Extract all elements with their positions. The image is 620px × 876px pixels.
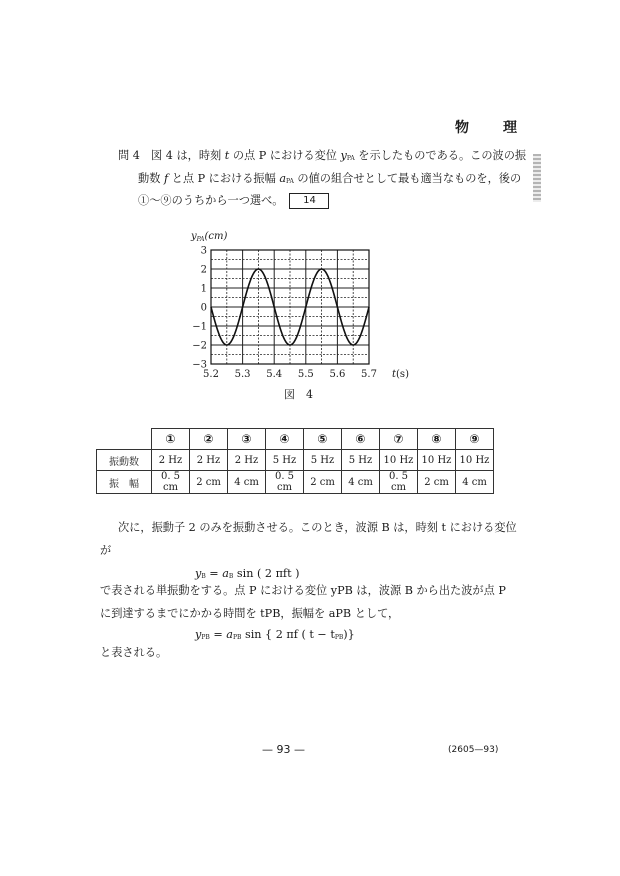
table-row-frequency bbox=[97, 450, 494, 471]
column-header-option-3: ③ bbox=[228, 429, 266, 450]
table-header-row bbox=[97, 429, 494, 450]
table-cell: 4 cm bbox=[456, 471, 494, 494]
table-cell: 4 cm bbox=[228, 471, 266, 494]
table-cell: 10 Hz bbox=[456, 450, 494, 471]
x-tick-label: 5.7 bbox=[361, 369, 377, 380]
eq-text: = bbox=[209, 628, 227, 641]
eq-var: y bbox=[195, 628, 202, 641]
options-table bbox=[96, 428, 494, 494]
eq-text: sin ( 2 πft ) bbox=[233, 567, 300, 580]
x-tick-label: 5.3 bbox=[234, 369, 251, 380]
x-axis-label: t(s) bbox=[392, 369, 409, 380]
table-cell: 2 Hz bbox=[190, 450, 228, 471]
subscript: PB bbox=[232, 634, 242, 641]
chart-ticks bbox=[192, 246, 377, 381]
subscript: B bbox=[228, 573, 234, 580]
eq-text: sin { 2 πf ( t − t bbox=[241, 628, 335, 641]
page-code: (2605—93) bbox=[448, 745, 499, 755]
y-tick-label: 3 bbox=[200, 245, 207, 257]
table-cell: 2 cm bbox=[418, 471, 456, 494]
eq-text: )} bbox=[343, 628, 355, 641]
subscript: PB bbox=[334, 634, 344, 641]
x-tick-label: 5.6 bbox=[329, 369, 346, 380]
paragraph-1: 次に，振動子 2 のみを振動させる。このとき，波源 B は，時刻 t における変位 bbox=[118, 521, 517, 534]
equation-yPB bbox=[195, 627, 355, 645]
table-cell: 10 Hz bbox=[418, 450, 456, 471]
answer-box[interactable]: 14 bbox=[289, 193, 329, 209]
var-a: a bbox=[279, 172, 287, 185]
text: の値の組合せとして最も適当なものを，後の bbox=[293, 172, 522, 185]
y-tick-label: 0 bbox=[200, 302, 207, 314]
var-y: y bbox=[340, 149, 347, 162]
figure-caption: 図 4 bbox=[284, 388, 313, 401]
column-header-option-6: ⑥ bbox=[342, 429, 380, 450]
table-cell: 10 Hz bbox=[380, 450, 418, 471]
table-cell: 2 cm bbox=[190, 471, 228, 494]
question-line-2 bbox=[138, 171, 521, 189]
eq-var: a bbox=[226, 628, 233, 641]
column-header-option-5: ⑤ bbox=[304, 429, 342, 450]
table-cell: 5 Hz bbox=[304, 450, 342, 471]
eq-var: a bbox=[222, 567, 229, 580]
corner-cell bbox=[97, 429, 152, 450]
text: の点 P における変位 bbox=[229, 149, 341, 162]
table-cell: 0. 5 cm bbox=[266, 471, 304, 494]
y-tick-label: 2 bbox=[200, 264, 207, 276]
table-cell: 0. 5 cm bbox=[152, 471, 190, 494]
column-header-option-4: ④ bbox=[266, 429, 304, 450]
side-stamp bbox=[533, 154, 541, 202]
y-tick-label: 1 bbox=[200, 283, 207, 295]
text: ①～⑨のうちから一つ選べ。 bbox=[138, 194, 284, 207]
subscript: PA bbox=[346, 155, 355, 162]
table-cell: 5 Hz bbox=[266, 450, 304, 471]
x-tick-label: 5.2 bbox=[203, 369, 219, 380]
page-number: — 93 — bbox=[262, 743, 305, 756]
paragraph-3: で表される単振動をする。点 P における変位 yPB は，波源 B から出た波が点 P bbox=[100, 584, 506, 597]
column-header-option-1: ① bbox=[152, 429, 190, 450]
column-header-option-8: ⑧ bbox=[418, 429, 456, 450]
text: 問 4 図 4 は，時刻 bbox=[118, 149, 225, 162]
table-cell: 2 Hz bbox=[152, 450, 190, 471]
question-line-3 bbox=[138, 193, 329, 209]
table-row-amplitude bbox=[97, 471, 494, 494]
table-cell: 5 Hz bbox=[342, 450, 380, 471]
table-cell: 4 cm bbox=[342, 471, 380, 494]
table-cell: 0. 5 cm bbox=[380, 471, 418, 494]
y-axis-label: $y_{PA}(cm)$ bbox=[191, 231, 228, 243]
subscript: PA bbox=[286, 178, 294, 185]
y-tick-label: −1 bbox=[192, 321, 207, 333]
y-tick-label: −3 bbox=[192, 359, 207, 371]
subscript: PB bbox=[201, 634, 210, 641]
equation-yB bbox=[195, 566, 300, 584]
paragraph-5: と表される。 bbox=[100, 646, 168, 659]
figure-4-chart bbox=[180, 225, 430, 385]
var-f: f bbox=[163, 172, 169, 185]
paragraph-4: に到達するまでにかかる時間を tPB，振幅を aPB として， bbox=[100, 607, 400, 620]
text: と点 P における振幅 bbox=[168, 172, 280, 185]
subscript: B bbox=[201, 573, 206, 580]
row-label: 振 幅 bbox=[97, 471, 152, 494]
column-header-option-7: ⑦ bbox=[380, 429, 418, 450]
question-line-1 bbox=[118, 148, 526, 166]
eq-var: y bbox=[195, 567, 202, 580]
subject-title: 物 理 bbox=[455, 120, 527, 136]
paragraph-2: が bbox=[100, 544, 112, 557]
var-t: t bbox=[224, 149, 230, 162]
column-header-option-2: ② bbox=[190, 429, 228, 450]
x-tick-label: 5.4 bbox=[266, 369, 283, 380]
table-cell: 2 cm bbox=[304, 471, 342, 494]
text: を示したものである。この波の振 bbox=[354, 149, 527, 162]
chart-grid bbox=[211, 250, 369, 364]
table-cell: 2 Hz bbox=[228, 450, 266, 471]
eq-text: = bbox=[205, 567, 223, 580]
column-header-option-9: ⑨ bbox=[456, 429, 494, 450]
x-tick-label: 5.5 bbox=[297, 369, 314, 380]
text: 動数 bbox=[138, 172, 164, 185]
y-tick-label: −2 bbox=[192, 340, 207, 352]
row-label: 振動数 bbox=[97, 450, 152, 471]
